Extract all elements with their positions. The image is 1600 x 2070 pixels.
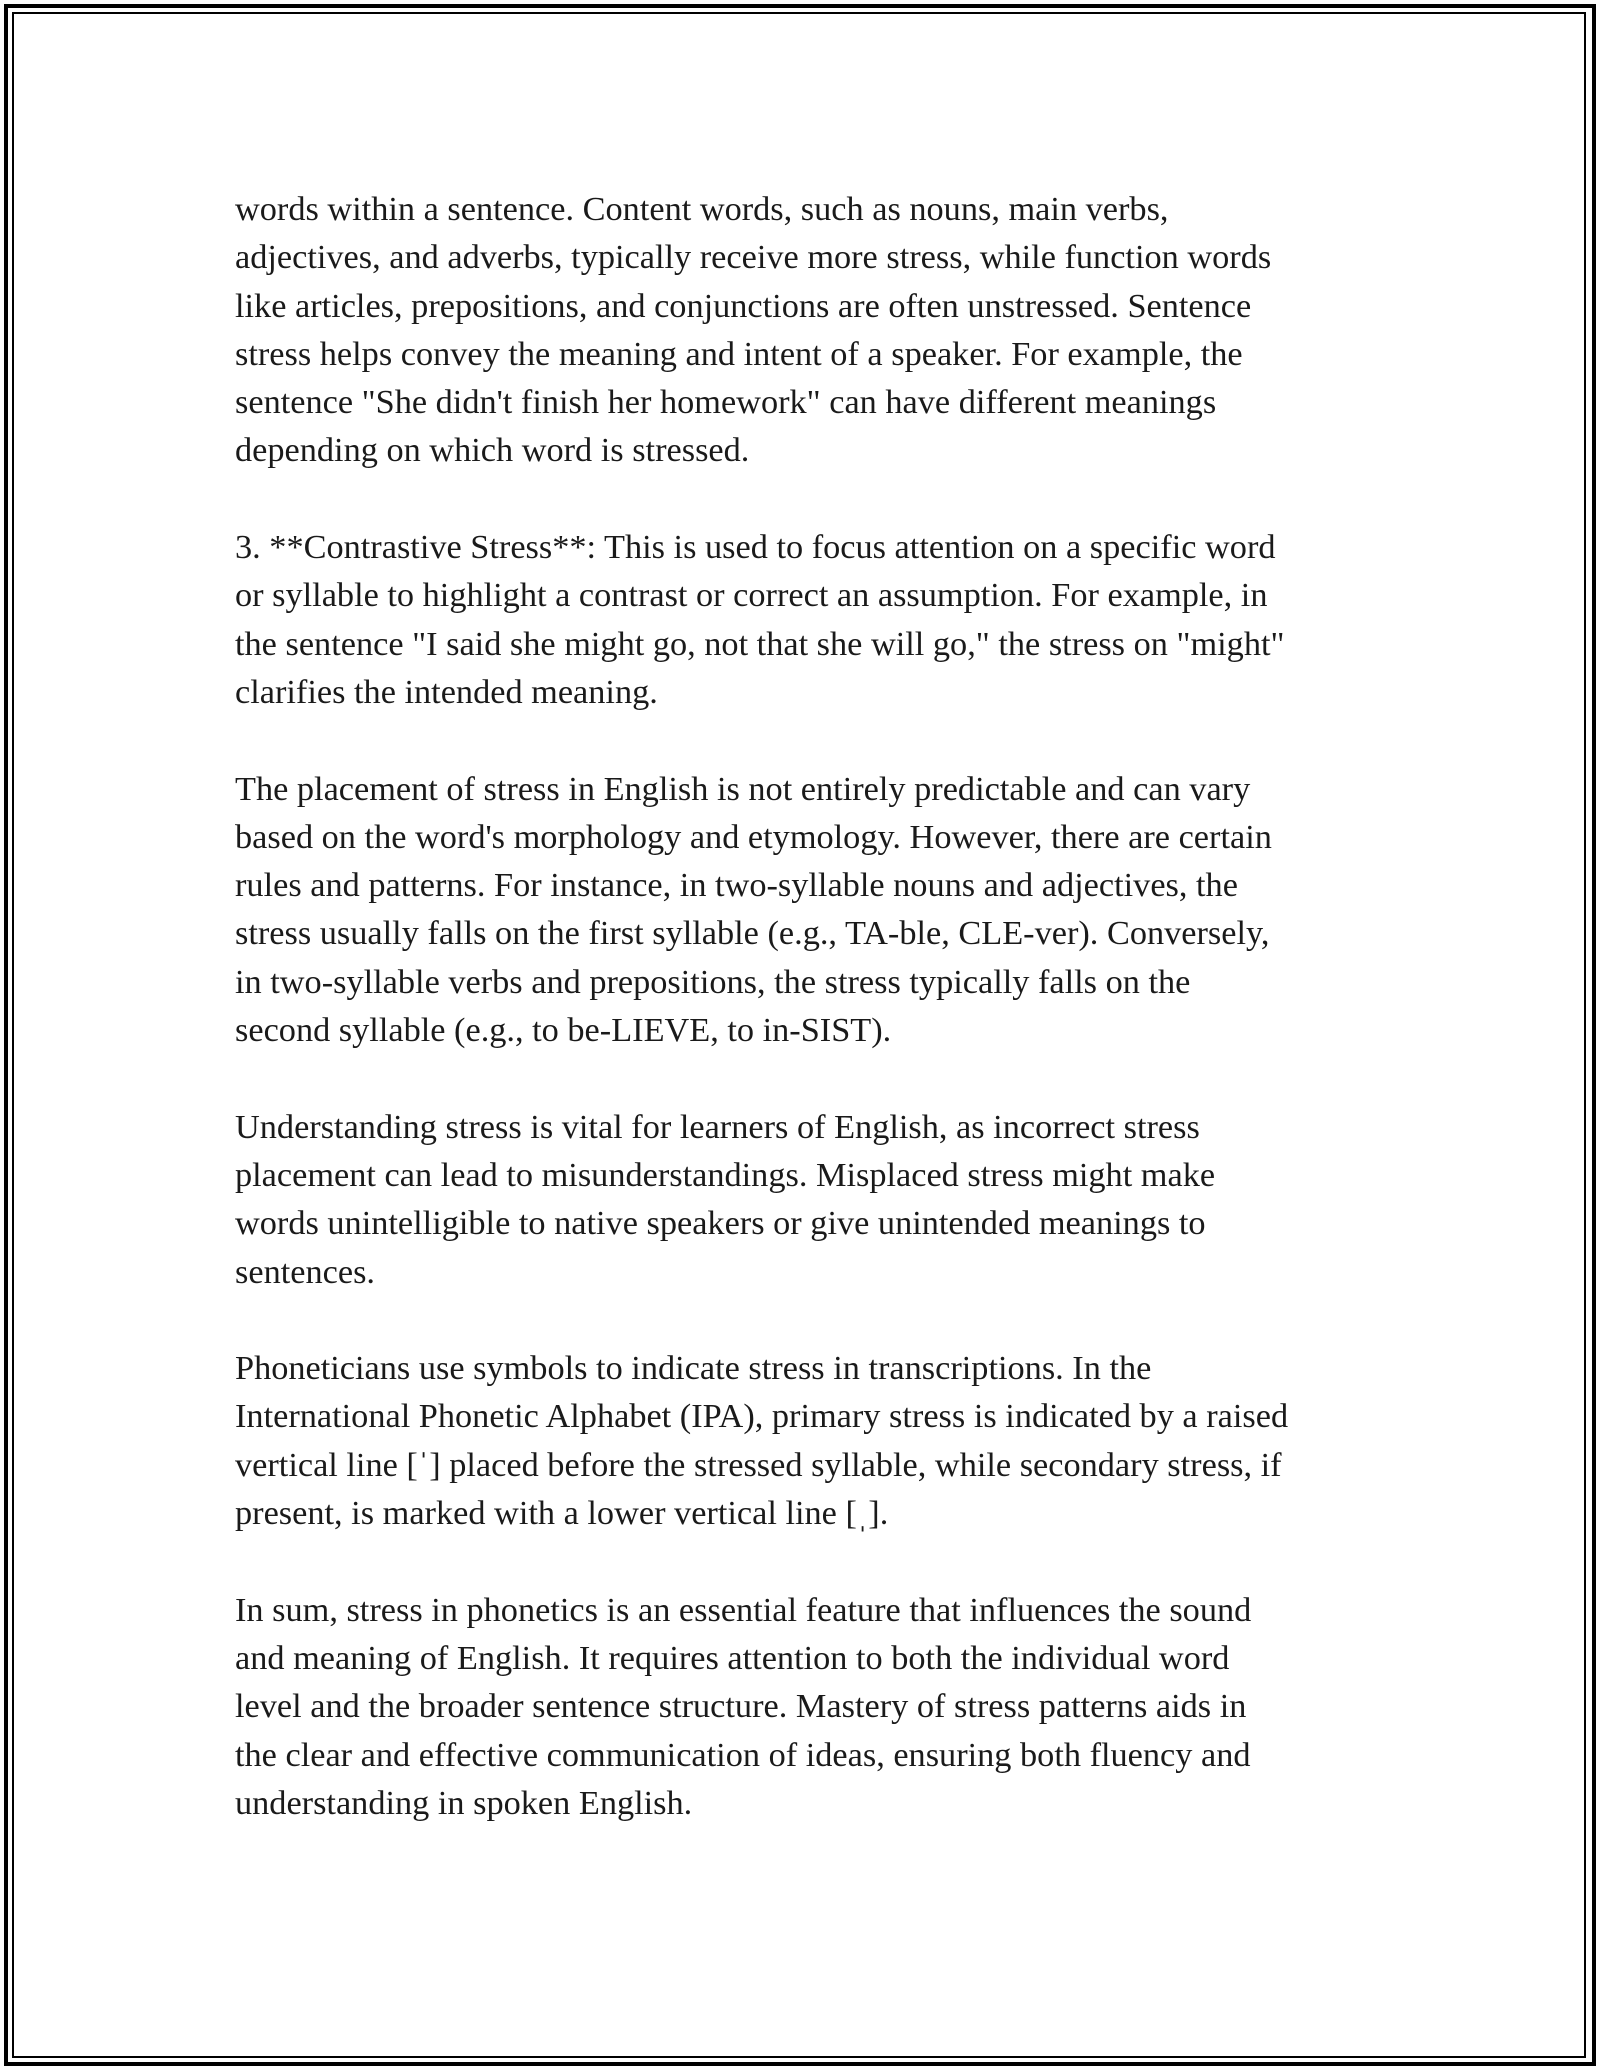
text-line: Phoneticians use symbols to indicate stress in transcriptions. In the — [235, 1349, 1152, 1388]
text-line: like articles, prepositions, and conjunctions are often unstressed. Sentence — [235, 286, 1252, 325]
text-line: in two-syllable verbs and prepositions, the stress typically falls on the — [235, 962, 1191, 1001]
text-line: words unintelligible to native speakers or give unintended meanings to — [235, 1204, 1206, 1243]
text-line: depending on which word is stressed. — [235, 431, 750, 470]
text-line: second syllable (e.g., to be-LIEVE, to in-SIST). — [235, 1011, 892, 1050]
paragraph — [235, 185, 1385, 475]
text-line: words within a sentence. Content words, such as nouns, main verbs, — [235, 190, 1169, 228]
paragraph — [235, 523, 1385, 716]
text-line: based on the word's morphology and etymology. However, there are certain — [235, 817, 1272, 856]
text-line: adjectives, and adverbs, typically receive more stress, while function words — [235, 238, 1272, 277]
text-line: level and the broader sentence structure. Mastery of stress patterns aids in — [235, 1687, 1247, 1726]
text-line: vertical line [ˈ] placed before the stressed syllable, while secondary stress, if — [235, 1445, 1282, 1484]
paragraph — [235, 765, 1385, 1055]
text-line: present, is marked with a lower vertical line [ˌ]. — [235, 1494, 889, 1533]
text-line: or syllable to highlight a contrast or correct an assumption. For example, in — [235, 576, 1268, 615]
text-line: sentence "She didn't finish her homework" can have different meanings — [235, 383, 1217, 422]
text-line: Understanding stress is vital for learners of English, as incorrect stress — [235, 1107, 1200, 1146]
text-line: and meaning of English. It requires attention to both the individual word — [235, 1638, 1230, 1677]
paragraph — [235, 1586, 1385, 1827]
text-line: understanding in spoken English. — [235, 1783, 693, 1822]
text-line: the sentence "I said she might go, not that she will go," the stress on "might" — [235, 624, 1285, 663]
paragraph — [235, 1103, 1385, 1296]
text-line: the clear and effective communication of ideas, ensuring both fluency and — [235, 1735, 1251, 1774]
text-line: placement can lead to misunderstandings. Misplaced stress might make — [235, 1155, 1216, 1194]
text-line: stress helps convey the meaning and intent of a speaker. For example, the — [235, 334, 1243, 373]
text-line: 3. **Contrastive Stress**: This is used to focus attention on a specific word — [235, 528, 1276, 567]
text-line: The placement of stress in English is not entirely predictable and can vary — [235, 769, 1251, 808]
text-line: sentences. — [235, 1252, 375, 1291]
paragraph — [235, 1344, 1385, 1537]
text-line: clarifies the intended meaning. — [235, 672, 658, 711]
text-line: stress usually falls on the first syllable (e.g., TA-ble, CLE-ver). Conversely, — [235, 914, 1270, 953]
document-body — [235, 185, 1385, 1875]
text-line: International Phonetic Alphabet (IPA), primary stress is indicated by a raised — [235, 1397, 1289, 1436]
text-line: In sum, stress in phonetics is an essential feature that influences the sound — [235, 1590, 1252, 1629]
text-line: rules and patterns. For instance, in two-syllable nouns and adjectives, the — [235, 866, 1238, 905]
